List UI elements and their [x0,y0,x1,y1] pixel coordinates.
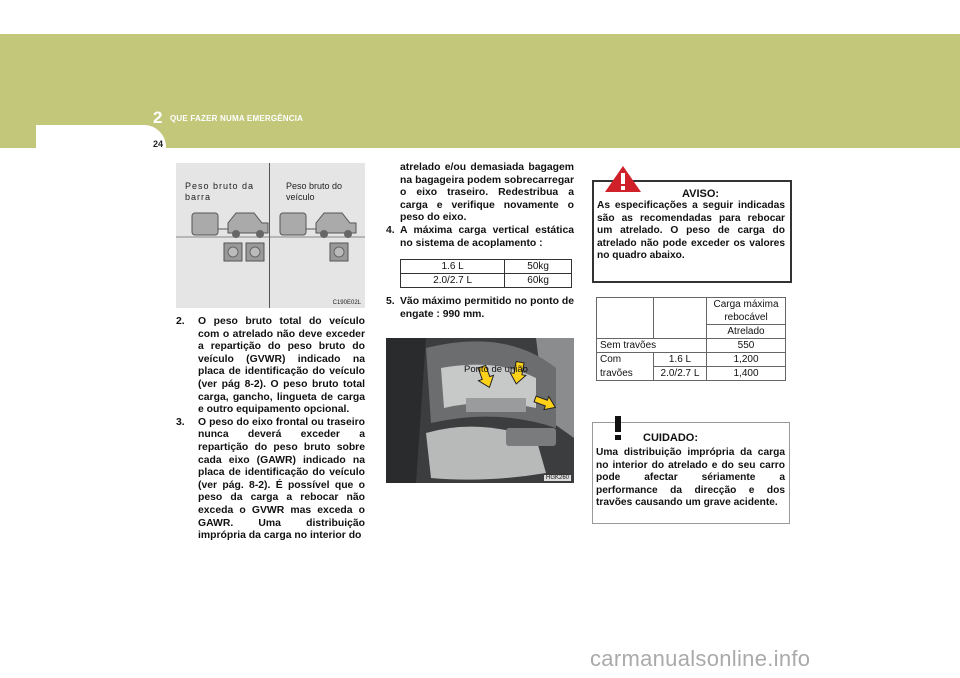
hitch-photo [386,338,574,483]
list-item [176,417,365,543]
continuation-text: atrelado e/ou demasiada bagagem na bagageira podem sobrecarregar o eixo traseiro. Redestribua a carga e verifique novamente o peso do eixo. [400,162,574,224]
column-2 [386,162,574,250]
item-text: A máxima carga vertical estática no sistema de acoplamento : [400,224,574,249]
trailer-load-table [596,297,786,381]
table-row [597,339,786,353]
table-row [597,325,786,339]
header-cell: Atrelado [707,325,786,339]
empty-cell [597,298,654,312]
row-label: Com [597,353,654,367]
weight-figure [176,163,365,308]
chapter-number: 2 [153,108,163,127]
header-cell: Carga máxima [707,298,786,312]
coupling-point-label: Ponto de união [464,364,528,375]
engine-cell: 2.0/2.7 L [654,367,707,381]
item-number: 4. [386,224,395,236]
load-cell: 50kg [505,260,572,274]
item-number: 3. [176,416,185,428]
engine-cell: 1.6 L [654,353,707,367]
row-label: Sem travões [597,339,707,353]
item-text: O peso bruto total do veículo com o atrelado não deve exceder a repartição do peso bruto do veículo (GVWR) indicado na placa de identificação do veículo (ver pág 8-2). O peso bruto total carga, gancho, lingueta de carga e outro equipamento opcional. [198,316,365,416]
engine-cell: 1.6 L [401,260,505,274]
list-item [176,316,365,417]
list-item [386,225,574,250]
column-2-item-5 [386,296,574,321]
watermark: carmanualsonline.info [590,646,811,671]
caution-text: Uma distribuição imprópria da carga no interior do atrelado e do seu carro pode afectar sériamente a performance da direcção e dos travões causando um grave acidente. [596,447,785,509]
empty-cell [597,311,654,325]
value-cell: 1,200 [707,353,786,367]
gross-weight-label: Peso bruto do veículo [286,181,343,202]
photo-code: HGK260 [545,475,569,481]
load-cell: 60kg [505,274,572,288]
item-text: O peso do eixo frontal ou traseiro nunca deverá exceder a repartição do peso bruto sobre cada eixo (GAWR) indicado na placa de identificação do veículo (ver pág. 8-2). É possível que o peso da carga a rebocar não exceda o GVWR mas exceda o GAWR. Uma distribuição imprópria da carga no interior do [198,416,365,542]
caution-icon [604,414,632,442]
warning-icon [604,165,642,193]
row-label: travões [597,367,654,381]
item-number: 2. [176,316,185,327]
value-cell: 1,400 [707,367,786,381]
header-tab [36,125,166,165]
item-text: Vão máximo permitido no ponto de engate : 990 mm. [400,296,574,320]
chapter-title: QUE FAZER NUMA EMERGÊNCIA [170,114,304,123]
empty-cell [654,298,707,312]
list-item [386,296,574,321]
table-row [401,274,572,288]
empty-cell [654,311,707,325]
table-row [597,353,786,367]
item-number: 5. [386,296,395,307]
figure-code: C190E02L [332,300,361,306]
value-cell: 550 [707,339,786,353]
coupling-load-table [400,259,572,288]
table-row [401,260,572,274]
caution-title: CUIDADO: [643,432,698,444]
table-row [597,298,786,312]
table-row [597,367,786,381]
table-row [597,311,786,325]
tongue-weight-label: Peso bruto da barra [185,181,255,202]
hitch-illustration [386,338,574,483]
page-number: 24 [153,139,164,149]
warning-title: AVISO: [682,188,720,200]
header-cell: rebocável [707,311,786,325]
empty-cell [654,325,707,339]
empty-cell [597,325,654,339]
trailer-diagram [176,163,365,308]
warning-box [592,180,792,283]
column-1 [176,316,365,543]
engine-cell: 2.0/2.7 L [401,274,505,288]
warning-text: As especificações a seguir indicadas são as recomendadas para rebocar um atrelado. O peso de carga do atrelado não pode exceder os valores no quadro abaixo. [597,200,785,262]
